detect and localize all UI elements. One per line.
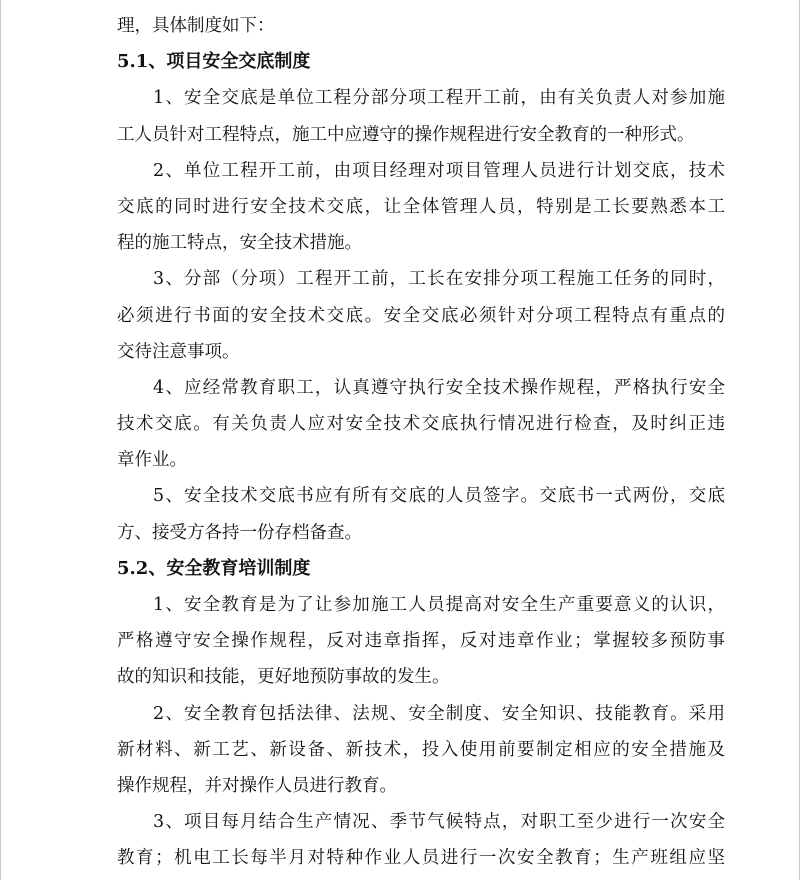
paragraph xyxy=(117,587,725,696)
paragraph xyxy=(117,370,725,479)
paragraph-line: 5、安全技术交底书应有所有交底的人员签字。交底书一式两份，交底 xyxy=(153,486,725,507)
paragraph-line: 4、应经常教育职工，认真遵守执行安全技术操作规程，严格执行安全 xyxy=(153,377,725,398)
paragraph-line: 交底的同时进行安全技术交底，让全体管理人员，特别是工长要熟悉本工 xyxy=(117,196,725,217)
paragraph-line: 1、安全交底是单位工程分部分项工程开工前，由有关负责人对参加施 xyxy=(153,88,725,109)
section-heading: 5.2、安全教育培训制度 xyxy=(117,557,311,579)
paragraph xyxy=(117,261,725,370)
paragraph xyxy=(117,696,725,805)
paragraph-line: 方、接受方各持一份存档备查。 xyxy=(117,522,362,543)
paragraph-line: 故的知识和技能，更好地预防事故的发生。 xyxy=(117,667,450,688)
paragraph-line: 交待注意事项。 xyxy=(117,341,240,362)
paragraph-line: 2、单位工程开工前，由项目经理对项目管理人员进行计划交底，技术 xyxy=(153,160,725,181)
paragraph xyxy=(117,804,725,876)
paragraph xyxy=(117,80,725,152)
paragraph-line: 3、项目每月结合生产情况、季节气候特点，对职工至少进行一次安全 xyxy=(153,812,725,833)
intro-tail-line: 理，具体制度如下： xyxy=(117,16,275,36)
paragraph-line: 1、安全教育是为了让参加施工人员提高对安全生产重要意义的认识， xyxy=(153,595,725,615)
page-left-edge xyxy=(0,0,1,880)
paragraph-line: 教育；机电工长每半月对特种作业人员进行一次安全教育；生产班组应坚 xyxy=(117,848,725,869)
paragraph xyxy=(117,153,725,262)
paragraph-line: 技术交底。有关负责人应对安全技术交底执行情况进行检查，及时纠正违 xyxy=(117,414,725,435)
paragraph-line: 必须进行书面的安全技术交底。安全交底必须针对分项工程特点有重点的 xyxy=(117,305,725,326)
paragraph-line: 3、分部（分项）工程开工前，工长在安排分项工程施工任务的同时， xyxy=(153,269,725,290)
paragraph-line: 工人员针对工程特点，施工中应遵守的操作规程进行安全教育的一种形式。 xyxy=(117,124,695,145)
paragraph-line: 新材料、新工艺、新设备、新技术，投入使用前要制定相应的安全措施及 xyxy=(117,739,725,760)
document-body xyxy=(117,8,725,877)
paragraph-line: 2、安全教育包括法律、法规、安全制度、安全知识、技能教育。采用 xyxy=(153,703,725,724)
paragraph-line: 章作业。 xyxy=(117,450,187,471)
paragraph-line: 程的施工特点，安全技术措施。 xyxy=(117,233,362,254)
paragraph xyxy=(117,478,725,550)
paragraph-line: 操作规程，并对操作人员进行教育。 xyxy=(117,775,397,796)
section-heading: 5.1、项目安全交底制度 xyxy=(117,51,311,73)
paragraph-line: 严格遵守安全操作规程，反对违章指挥，反对违章作业；掌握较多预防事 xyxy=(117,631,725,652)
